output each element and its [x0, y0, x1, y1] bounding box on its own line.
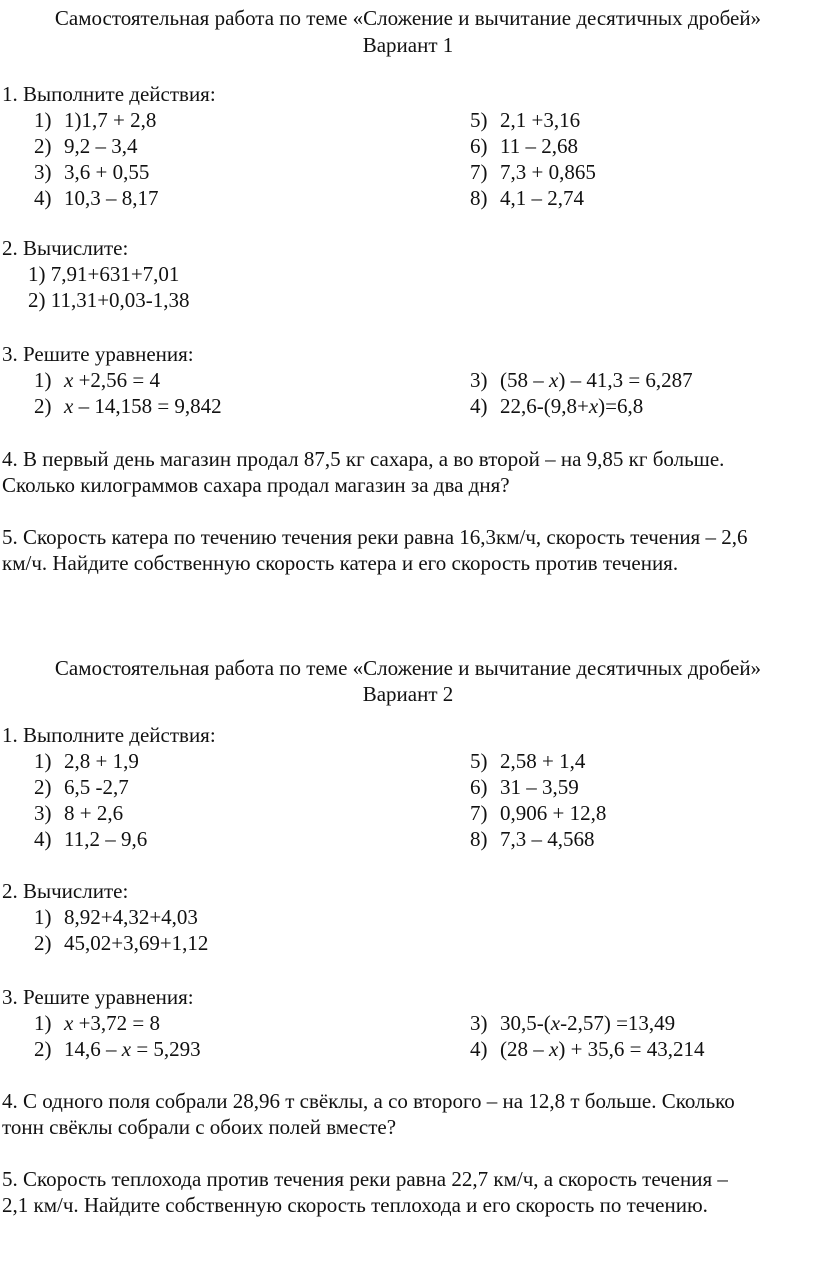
v2-task5-text: 2,1 км/ч. Найдите собственную скорость теплохода и его скорость по течению. — [2, 1193, 708, 1217]
v1-task2-item: 2) 11,31+0,03-1,38 — [28, 288, 190, 312]
variant1-title: Самостоятельная работа по теме «Сложение и вычитание десятичных дробей» — [54, 6, 762, 30]
variant1-label: Вариант 1 — [362, 33, 454, 57]
v1-task1-item: 2) 9,2 – 3,4 — [34, 134, 138, 158]
v1-task3-item: 4) 22,6-(9,8+x)=6,8 — [470, 394, 644, 418]
v1-task2-heading: 2. Вычислите: — [2, 236, 129, 260]
v1-task3-item: 2) x – 14,158 = 9,842 — [34, 394, 222, 418]
v2-task1-item: 8) 7,3 – 4,568 — [470, 827, 595, 851]
v1-task3-item: 1) x +2,56 = 4 — [34, 368, 161, 392]
v1-task1-heading: 1. Выполните действия: — [2, 82, 216, 106]
v2-task1-item: 6) 31 – 3,59 — [470, 775, 579, 799]
v1-task1-item: 3) 3,6 + 0,55 — [34, 160, 150, 184]
v2-task1-item: 2) 6,5 -2,7 — [34, 775, 129, 799]
v1-task2-item: 1) 7,91+631+7,01 — [28, 262, 180, 286]
v2-task2-item: 2) 45,02+3,69+1,12 — [34, 931, 209, 955]
v1-task1-item: 4) 10,3 – 8,17 — [34, 186, 159, 210]
v1-task4-text: 4. В первый день магазин продал 87,5 кг сахара, а во второй – на 9,85 кг больше. — [2, 447, 725, 471]
variant2-title: Самостоятельная работа по теме «Сложение и вычитание десятичных дробей» — [54, 656, 762, 680]
v1-task1-item: 1) 1)1,7 + 2,8 — [34, 108, 157, 132]
v2-task3-heading: 3. Решите уравнения: — [2, 985, 194, 1009]
v1-task1-item: 7) 7,3 + 0,865 — [470, 160, 596, 184]
v2-task3-item: 1) x +3,72 = 8 — [34, 1011, 161, 1035]
v2-task1-heading: 1. Выполните действия: — [2, 723, 216, 747]
v2-task3-item: 4) (28 – x) + 35,6 = 43,214 — [470, 1037, 705, 1061]
variant2-label: Вариант 2 — [362, 682, 454, 706]
v1-task1-item: 5) 2,1 +3,16 — [470, 108, 581, 132]
v1-task5-text: км/ч. Найдите собственную скорость катера и его скорость против течения. — [2, 551, 679, 575]
v1-task3-heading: 3. Решите уравнения: — [2, 342, 194, 366]
v2-task5-text: 5. Скорость теплохода против течения реки равна 22,7 км/ч, а скорость течения – — [2, 1167, 728, 1191]
v2-task2-item: 1) 8,92+4,32+4,03 — [34, 905, 198, 929]
v1-task4-text: Сколько килограммов сахара продал магазин за два дня? — [2, 473, 510, 497]
v2-task4-text: тонн свёклы собрали с обоих полей вместе? — [2, 1115, 397, 1139]
v1-task1-item: 8) 4,1 – 2,74 — [470, 186, 584, 210]
v2-task3-item: 2) 14,6 – x = 5,293 — [34, 1037, 201, 1061]
v1-task3-item: 3) (58 – x) – 41,3 = 6,287 — [470, 368, 693, 392]
v2-task4-text: 4. С одного поля собрали 28,96 т свёклы, а со второго – на 12,8 т больше. Сколько — [2, 1089, 735, 1113]
v2-task2-heading: 2. Вычислите: — [2, 879, 129, 903]
v2-task1-item: 5) 2,58 + 1,4 — [470, 749, 586, 773]
v2-task1-item: 1) 2,8 + 1,9 — [34, 749, 139, 773]
v2-task1-item: 4) 11,2 – 9,6 — [34, 827, 148, 851]
v2-task1-item: 7) 0,906 + 12,8 — [470, 801, 607, 825]
v2-task3-item: 3) 30,5-(x-2,57) =13,49 — [470, 1011, 676, 1035]
v1-task1-item: 6) 11 – 2,68 — [470, 134, 578, 158]
v2-task1-item: 3) 8 + 2,6 — [34, 801, 124, 825]
v1-task5-text: 5. Скорость катера по течению течения реки равна 16,3км/ч, скорость течения – 2,6 — [2, 525, 748, 549]
